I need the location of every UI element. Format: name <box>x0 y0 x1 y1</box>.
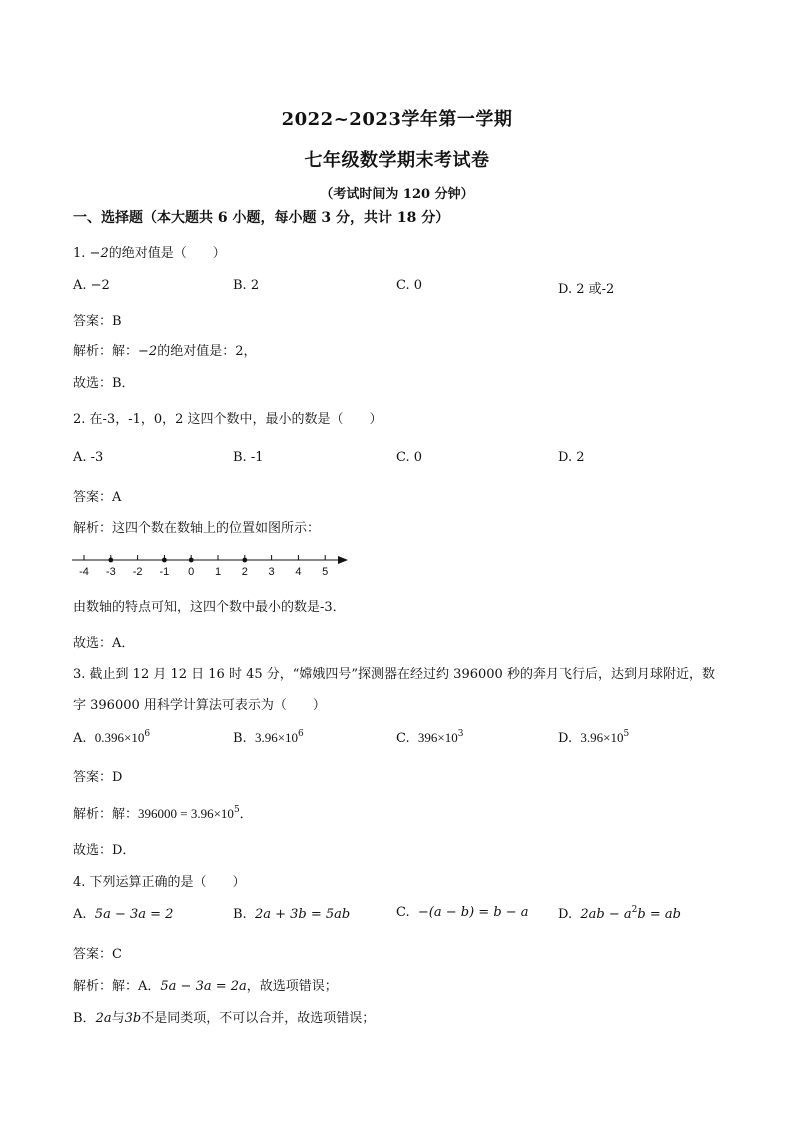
q3-option-b-base: 3.96×10 <box>254 730 299 745</box>
question-2-stem: 2. 在-3，-1，0，2 这四个数中，最小的数是（ ） <box>73 412 383 427</box>
q1-analysis-text: 的绝对值是：2， <box>157 344 257 359</box>
number-line-point <box>108 558 113 563</box>
q4-analysis <box>73 975 338 994</box>
q4-option-c-expr: −(a − b) = b − a <box>417 905 529 920</box>
q4-option-d-exp: 2 <box>631 905 638 915</box>
q3-answer: 答案：D <box>73 770 123 785</box>
number-line-tick-label: -1 <box>159 566 170 578</box>
q3-option-a-label: A. <box>73 731 87 746</box>
q4-option-b <box>233 907 350 922</box>
q1-number: 1. <box>73 246 90 261</box>
q3-option-a-exp: 6 <box>144 729 151 739</box>
question-4-stem: 4. 下列运算正确的是（ ） <box>73 875 246 890</box>
number-line <box>70 550 350 580</box>
q3-option-d <box>558 730 629 746</box>
q2-explain: 由数轴的特点可知，这四个数中最小的数是-3． <box>73 600 346 615</box>
q1-answer: 答案：B <box>73 314 122 329</box>
q3-analysis-exp: 5 <box>233 805 240 815</box>
q4-analysis-text: ，故选项错误； <box>246 979 338 994</box>
q1-option-b: B. 2 <box>233 278 260 293</box>
q2-option-b: B. -1 <box>233 450 264 465</box>
exam-title: 七年级数学期末考试卷 <box>304 150 490 171</box>
q3-option-b-exp: 6 <box>298 729 304 739</box>
q4-option-b-expr: 2a + 3b = 5ab <box>254 907 351 922</box>
q2-option-d: D. 2 <box>558 450 585 465</box>
q3-conclusion: 故选：D． <box>73 843 136 858</box>
q4-option-a-expr: 5a − 3a = 2 <box>94 907 174 922</box>
q3-option-c-exp: 3 <box>457 729 464 739</box>
number-line-tick-label: 0 <box>188 566 195 578</box>
q1-stem-text: 的绝对值是（ ） <box>108 246 226 261</box>
q1-option-a: A. −2 <box>73 278 110 293</box>
q3-option-c-base: 396×10 <box>417 730 458 745</box>
number-line-tick-label: -4 <box>79 566 89 578</box>
q4-option-d <box>558 907 681 922</box>
q1-math: −2 <box>89 246 109 261</box>
number-line-point <box>242 558 247 563</box>
q4-analysis-math: 5a − 3a = 2a <box>160 979 247 994</box>
number-line-point <box>189 558 194 563</box>
q4-b-label: B． <box>73 1011 96 1026</box>
q1-analysis <box>73 340 256 359</box>
number-line-tick-label: 4 <box>295 566 302 578</box>
q4-option-a-label: A. <box>73 907 87 922</box>
question-3-stem-line-2: 字 396000 用科学计算法可表示为（ ） <box>73 698 326 713</box>
number-line-arrow-icon <box>338 556 348 564</box>
q3-option-c-label: C. <box>396 731 410 746</box>
q3-option-b-label: B. <box>233 731 247 746</box>
q3-option-b <box>233 730 304 746</box>
q1-analysis-math: −2 <box>138 344 158 359</box>
q3-option-a <box>73 730 150 746</box>
question-1-stem <box>73 242 226 261</box>
q3-option-d-base: 3.96×10 <box>580 730 624 745</box>
number-line-tick-label: 2 <box>241 566 248 578</box>
q4-option-b-label: B. <box>233 907 247 922</box>
q3-option-a-base: 0.396×10 <box>94 730 145 745</box>
q1-option-d: D. 2 或-2 <box>558 282 615 297</box>
q4-b-text: 不是同类项，不可以合并，故选项错误； <box>141 1011 376 1026</box>
q2-option-c: C. 0 <box>396 450 423 465</box>
q4-b-math-1: 2a <box>95 1011 112 1026</box>
q4-b-math-2: 3b <box>124 1011 142 1026</box>
q4-option-c <box>396 905 529 920</box>
q3-option-c <box>396 730 463 746</box>
number-line-point <box>162 558 167 563</box>
q4-analysis-label: 解析：解：A． <box>73 979 161 994</box>
q3-analysis-label: 解析：解： <box>73 807 139 822</box>
number-line-tick-label: 3 <box>268 566 275 578</box>
q4-option-d-label: D. <box>558 907 573 922</box>
q3-analysis-end: ． <box>239 807 253 822</box>
q4-option-c-label: C. <box>396 905 410 920</box>
q1-conclusion: 故选：B． <box>73 376 135 391</box>
number-line-tick-label: -2 <box>132 566 143 578</box>
q3-analysis-math: 396000 = 3.96×10 <box>138 806 234 821</box>
q4-answer: 答案：C <box>73 947 122 962</box>
exam-year-title: 2022~2023学年第一学期 <box>281 109 513 130</box>
q3-option-d-exp: 5 <box>623 729 630 739</box>
q3-option-d-label: D. <box>558 731 573 746</box>
question-3-stem-line-1: 3. 截止到 12 月 12 日 16 时 45 分，“嫦娥四号”探测器在经过约 396000 秒的奔月飞行后，达到月球附近，数 <box>73 667 715 682</box>
q4-option-a <box>73 907 173 922</box>
number-line-tick-label: -3 <box>105 566 116 578</box>
section-heading: 一、选择题（本大题共 6 小题，每小题 3 分，共计 18 分） <box>73 210 450 226</box>
q1-analysis-label: 解析：解： <box>73 344 139 359</box>
q4-b-mid: 与 <box>111 1011 125 1026</box>
q2-answer: 答案：A <box>73 490 122 505</box>
q2-analysis: 解析：这四个数在数轴上的位置如图所示： <box>73 521 321 536</box>
exam-time-note: （考试时间为 120 分钟） <box>320 187 474 202</box>
number-line-tick-label: 1 <box>214 566 222 578</box>
q1-option-c: C. 0 <box>396 278 423 293</box>
q2-option-a: A. -3 <box>73 450 104 465</box>
q4-analysis-b <box>73 1007 375 1026</box>
number-line-tick-label: 5 <box>322 566 329 578</box>
q4-option-d-expr-pre: 2ab − a <box>580 907 632 922</box>
q2-conclusion: 故选：A． <box>73 636 135 651</box>
q3-analysis <box>73 803 253 822</box>
q4-option-d-expr-post: b = ab <box>637 907 681 922</box>
